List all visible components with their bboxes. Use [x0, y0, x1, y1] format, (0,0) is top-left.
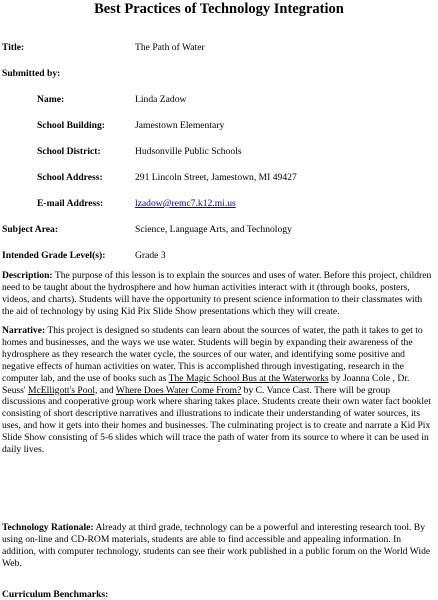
title-value: The Path of Water	[135, 42, 205, 53]
narrative-text-1: This project is designed so students can learn about the sources of water, the path it takes to get to homes and businesses, and the ways we use water. Students will begin by expanding their awareness of the hydrosphere as they research the water cycle, the sources of our water, and identifying some positive and negative effects of human activities on water. This is accomplished through investigating, research in the computer lab, and the use of books such as	[2, 325, 423, 384]
name-label: Name:	[37, 94, 65, 105]
address-label: School Address:	[37, 172, 103, 183]
address-value: 291 Lincoln Street, Jamestown, MI 49427	[135, 172, 297, 183]
benchmarks-heading: Curriculum Benchmarks:	[2, 589, 109, 600]
narrative-text-4: by C. Vance Cast. There will be group discussions and cooperative group work where sharing takes place. Students create their own water fact booklet consisting of short descriptive narratives and illustrations to indicate their understanding of water sources, its uses, and how it gets into their homes and businesses. The culminating project is to create and narrate a Kid Pix Slide Show consisting of 5-6 slides which will trace the path of water from its source to where it can be used in daily lives.	[2, 384, 431, 456]
subject-label: Subject Area:	[2, 224, 59, 235]
district-label: School District:	[37, 146, 101, 157]
narrative-text-2: by Joanna Cole , Dr. Seuss'	[2, 372, 410, 396]
book-title-magic-school-bus: The Magic School Bus at the Waterworks	[168, 372, 329, 384]
rationale-text: Already at third grade, technology can be a powerful and interesting research tool. By using on-line and CD-ROM materials, students are able to find accessible and appealing information. In addition, with computer technology, students can see their work published in a public forum on the World Wide Web.	[2, 522, 431, 569]
narrative-text-3: and	[97, 384, 116, 396]
narrative-heading: Narrative:	[2, 325, 46, 336]
building-value: Jamestown Elementary	[135, 120, 225, 131]
name-value: Linda Zadow	[135, 94, 187, 105]
description-paragraph	[2, 270, 434, 318]
title-label: Title:	[2, 42, 25, 53]
narrative-paragraph	[2, 325, 434, 456]
grade-label: Intended Grade Level(s):	[2, 250, 106, 261]
subject-value: Science, Language Arts, and Technology	[135, 224, 292, 235]
rationale-heading: Technology Rationale:	[2, 522, 94, 533]
rationale-paragraph	[2, 522, 434, 570]
book-title-mcelligotts-pool: McElligott's Pool,	[28, 384, 98, 396]
description-text: The purpose of this lesson is to explain the sources and uses of water. Before this project, children need to be taught about the hydrosphere and how human activities interact with it (through books, posters, videos, and charts). Students will have the opportunity to present science information to their classmates with the aid of technology by using Kid Pix Slide Show presentations which they will create.	[2, 270, 432, 317]
email-link[interactable]: lzadow@remc7.k12.mi.us	[135, 198, 236, 209]
district-value: Hudsonville Public Schools	[135, 146, 242, 157]
description-heading: Description:	[2, 270, 53, 281]
book-title-where-does-water-come-from: Where Does Water Come From?	[115, 384, 242, 396]
submitted-label: Submitted by:	[2, 68, 61, 79]
document-title: Best Practices of Technology Integration	[94, 1, 344, 17]
grade-value: Grade 3	[135, 250, 166, 261]
building-label: School Building:	[37, 120, 105, 131]
email-label: E-mail Address:	[37, 198, 104, 209]
